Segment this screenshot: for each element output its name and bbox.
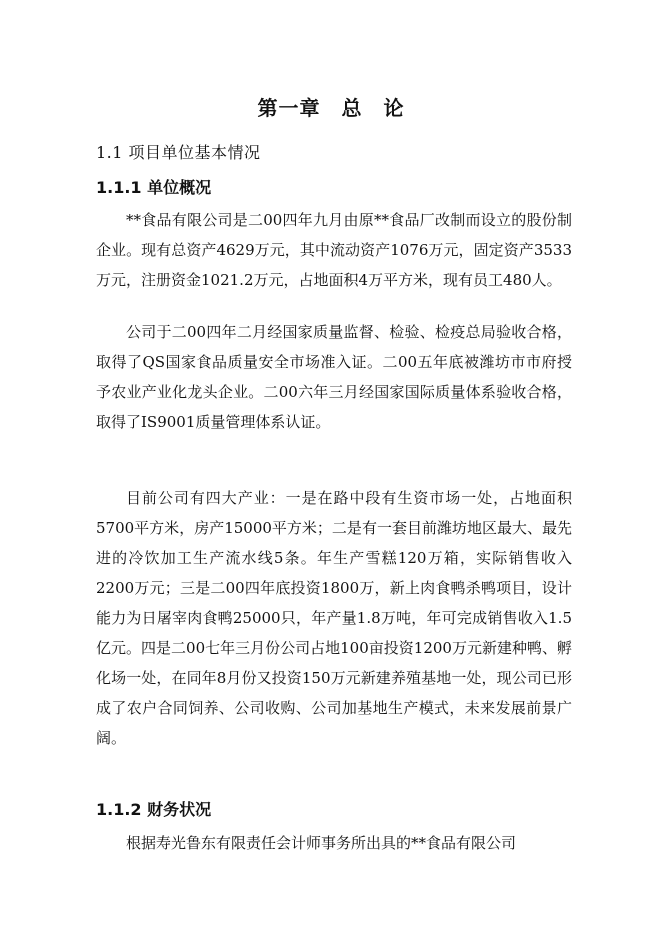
section-heading-1-1: 1.1 项目单位基本情况 [96,143,261,162]
paragraph-finance: 根据寿光鲁东有限责任会计师事务所出具的**食品有限公司 [126,834,517,852]
paragraph-certifications: 公司于二00四年二月经国家质量监督、检验、检疫总局验收合格，取得了QS国家食品质量安全市场准入证。二00五年底被潍坊市市府授予农业产业化龙头企业。二00六年三月经国家国际质量体系验收合格，取得了IS9001质量管理体系认证。 [96,323,572,431]
chapter-title: 第一章 总 论 [257,96,405,120]
paragraph-company-overview: **食品有限公司是二00四年九月由原**食品厂改制而设立的股份制企业。现有总资产4629万元，其中流动资产1076万元，固定资产3533万元，注册资金1021.2万元，占地面积4万平方米，现有员工480人。 [96,211,572,289]
paragraph-industries: 目前公司有四大产业：一是在路中段有生资市场一处，占地面积5700平方米，房产15000平方米；二是有一套目前潍坊地区最大、最先进的冷饮加工生产流水线5条。年生产雪糕120万箱，实际销售收入2200万元；三是二00四年底投资1800万，新上肉食鸭杀鸭项目，设计能力为日屠宰肉食鸭25000只，年产量1.8万吨，年可完成销售收入1.5亿元。四是二00七年三月份公司占地100亩投资1200万元新建种鸭、孵化场一处，在同年8月份又投资150万元新建养殖基地一处，现公司已形成了农户合同饲养、公司收购、公司加基地生产模式，未来发展前景广阔。 [96,489,572,747]
subsection-heading-1-1-2: 1.1.2 财务状况 [96,800,212,819]
subsection-heading-1-1-1: 1.1.1 单位概况 [96,178,212,197]
